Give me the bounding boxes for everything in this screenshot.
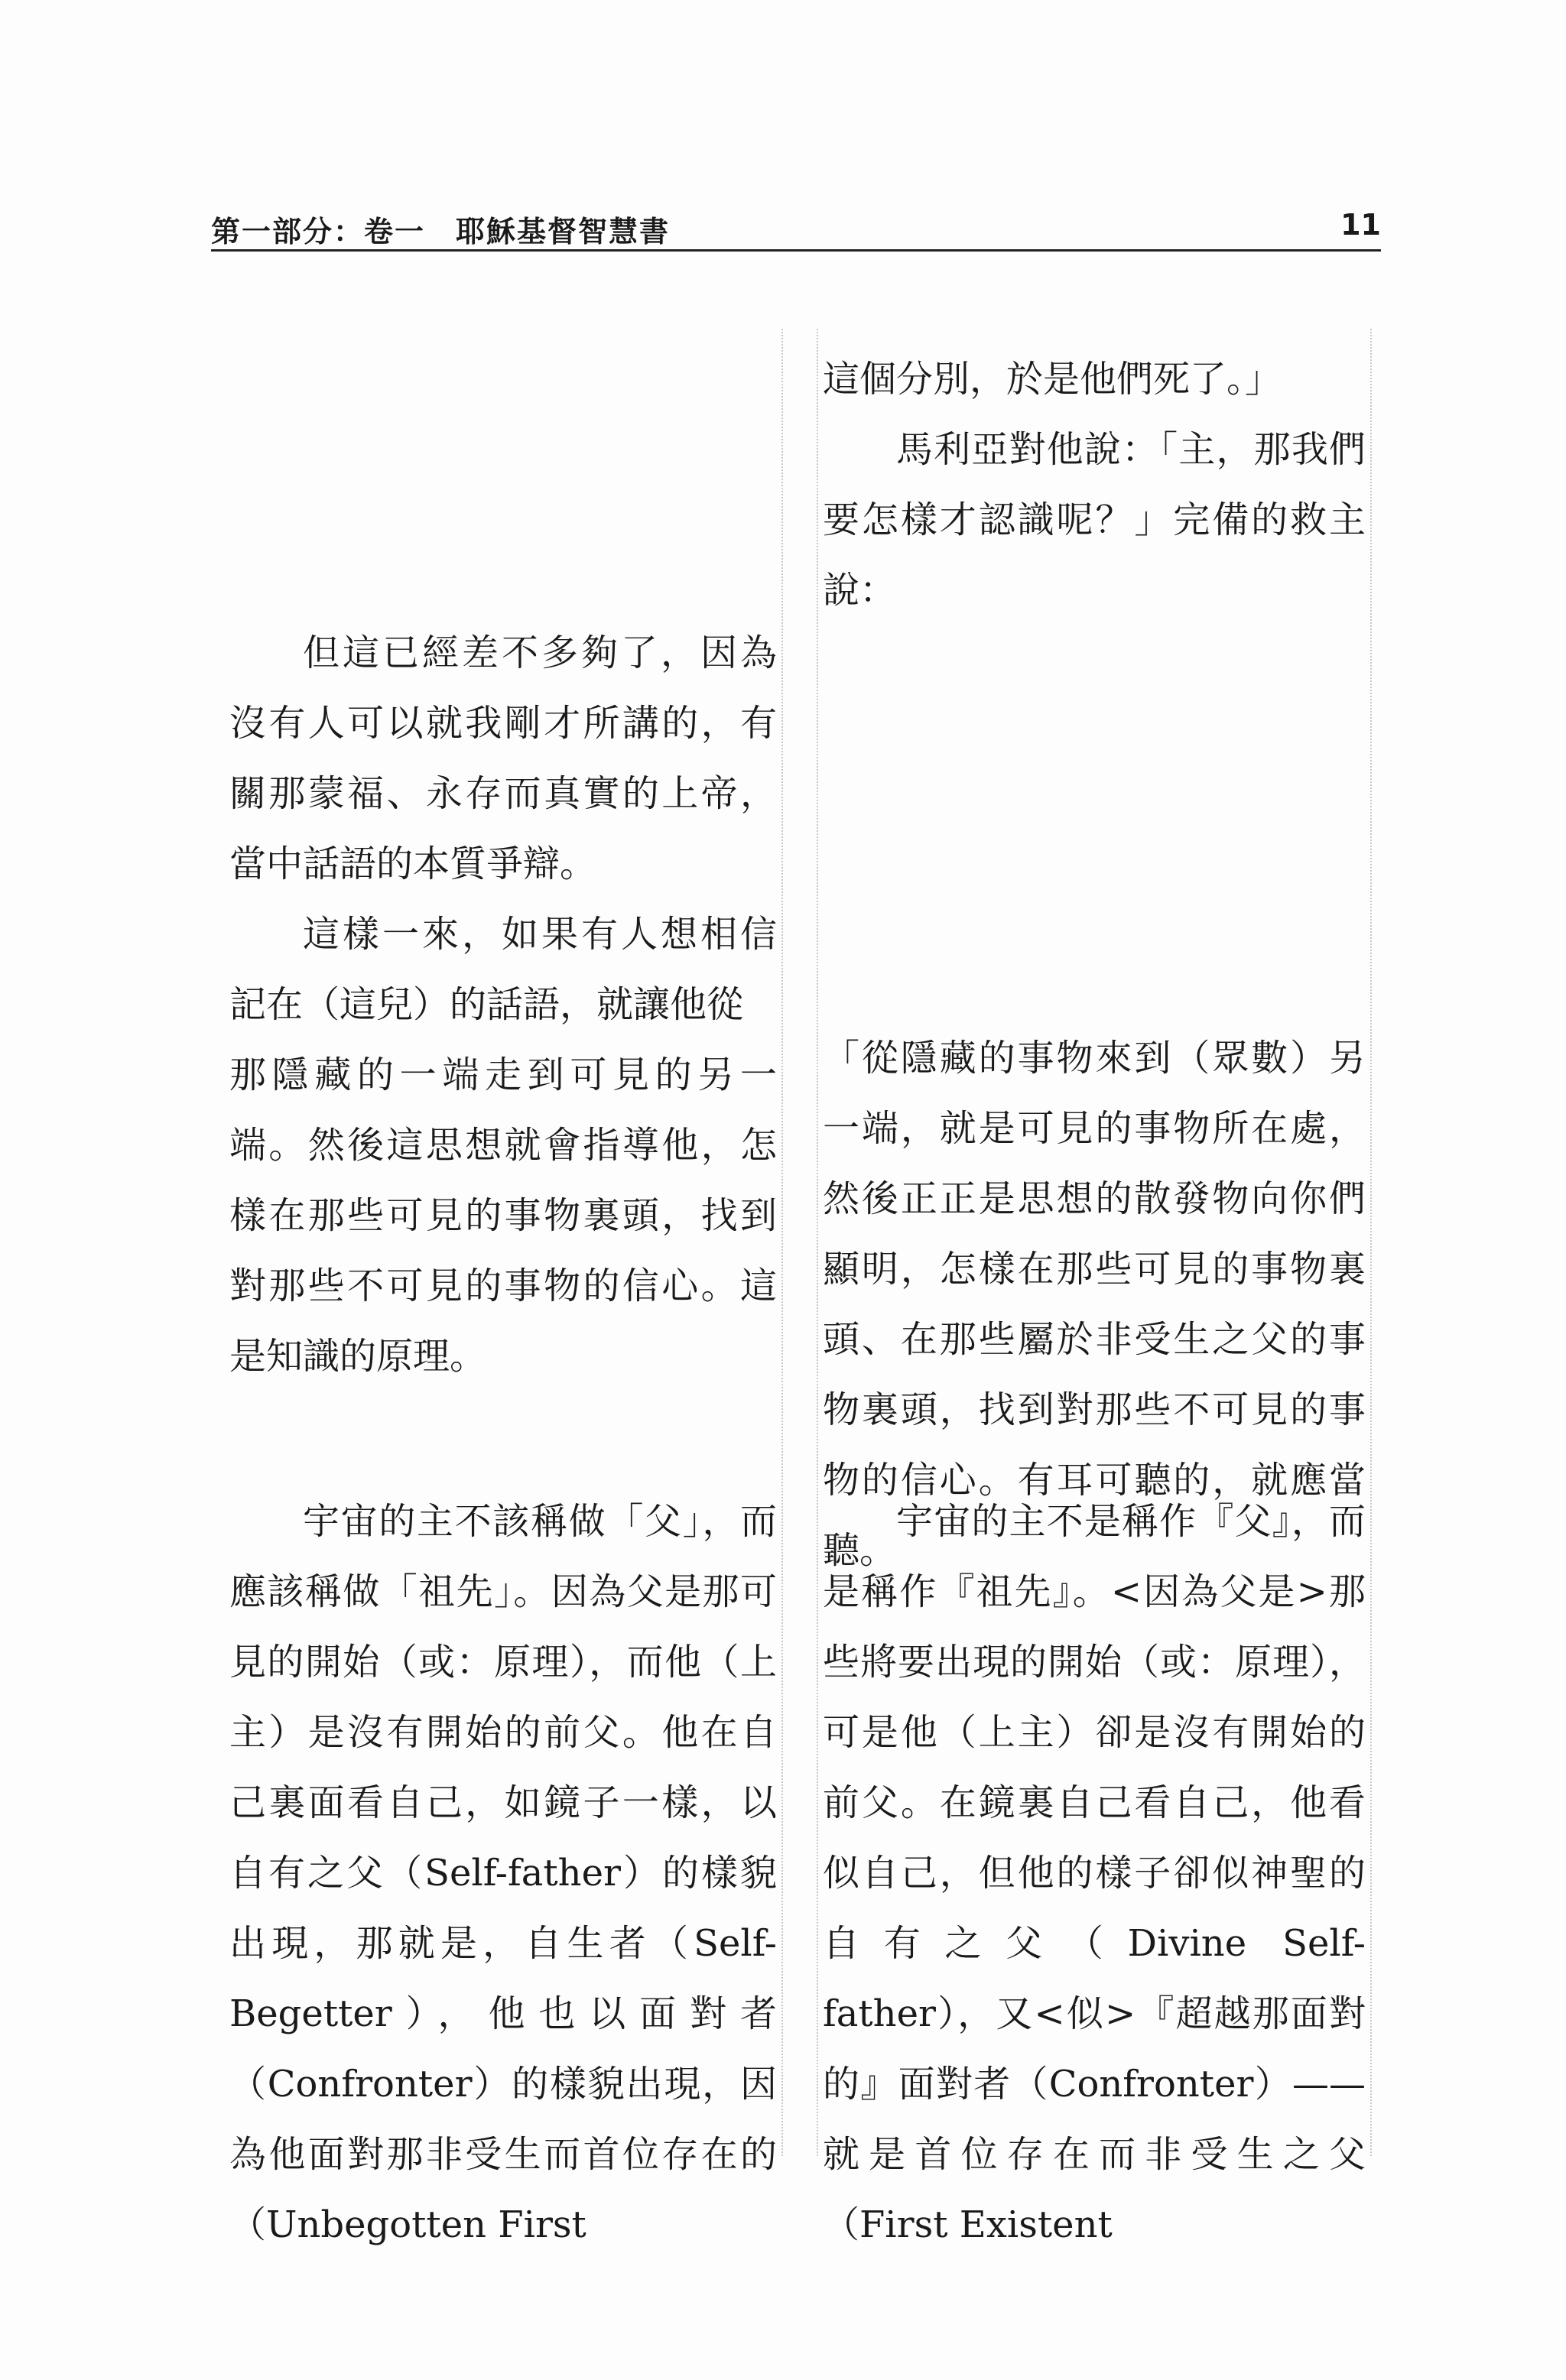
left-paragraph-1 bbox=[229, 618, 777, 899]
left-paragraph-3-text: 那隱藏的一端走到可見的另一端。然後這思想就會指導他，怎樣在那些可見的事物裏頭，找到對那些不可見的事物的信心。這是知識的原理。 bbox=[229, 1054, 777, 1378]
left-paragraph-1-text: 但這已經差不多夠了，因為沒有人可以就我剛才所講的，有關那蒙福、永存而真實的上帝，當中話語的本質爭辯。 bbox=[229, 632, 777, 885]
right-paragraph-2 bbox=[823, 414, 1366, 625]
right-paragraph-4 bbox=[823, 1486, 1366, 2260]
right-paragraph-3-text: 「從隱藏的事物來到（眾數）另一端，就是可見的事物所在處，然後正正是思想的散發物向你們顯明，怎樣在那些可見的事物裏頭、在那些屬於非受生之父的事物裏頭，找到對那些不可見的事物的信心。有耳可聽的，就應當聽。 bbox=[823, 1037, 1366, 1572]
left-paragraph-3 bbox=[229, 1040, 777, 1391]
header-title: 第一部分：卷一 耶穌基督智慧書 bbox=[211, 215, 671, 248]
column-rule-middle bbox=[817, 329, 818, 2156]
left-paragraph-2 bbox=[229, 899, 777, 1040]
running-header bbox=[211, 206, 1381, 252]
right-paragraph-2-text: 馬利亞對他說：「主，那我們要怎樣才認識呢？」完備的救主說： bbox=[823, 428, 1366, 612]
column-rule-left bbox=[781, 329, 783, 2156]
column-rule-right bbox=[1370, 329, 1372, 2156]
left-paragraph-4 bbox=[229, 1486, 777, 2260]
page-number: 11 bbox=[1340, 208, 1381, 242]
left-paragraph-2-text: 這樣一來，如果有人想相信記在（這兒）的話語，就讓他從 bbox=[229, 913, 777, 1026]
right-paragraph-1-text: 這個分別，於是他們死了。」 bbox=[823, 358, 1282, 401]
right-paragraph-4-text: 宇宙的主不是稱作『父』，而是稱作『祖先』。<因為父是>那些將要出現的開始（或：原理），可是他（上主）卻是沒有開始的前父。在鏡裏自己看自己，他看似自己，但他的樣子卻似神聖的自有之父（Divine Self-father），又<似>『超越那面對的』面對者（Confronter）——就是首位存在而非受生之父（First Existent bbox=[823, 1500, 1366, 2246]
left-paragraph-4-text: 宇宙的主不該稱做「父」，而應該稱做「祖先」。因為父是那可見的開始（或：原理），而他（上主）是沒有開始的前父。他在自己裏面看自己，如鏡子一樣，以自有之父（Self-father）的樣貌出現，那就是，自生者（Self-Begetter），他也以面對者（Confronter）的樣貌出現，因為他面對那非受生而首位存在的（Unbegotten First bbox=[229, 1500, 777, 2246]
right-paragraph-1 bbox=[823, 344, 1366, 414]
